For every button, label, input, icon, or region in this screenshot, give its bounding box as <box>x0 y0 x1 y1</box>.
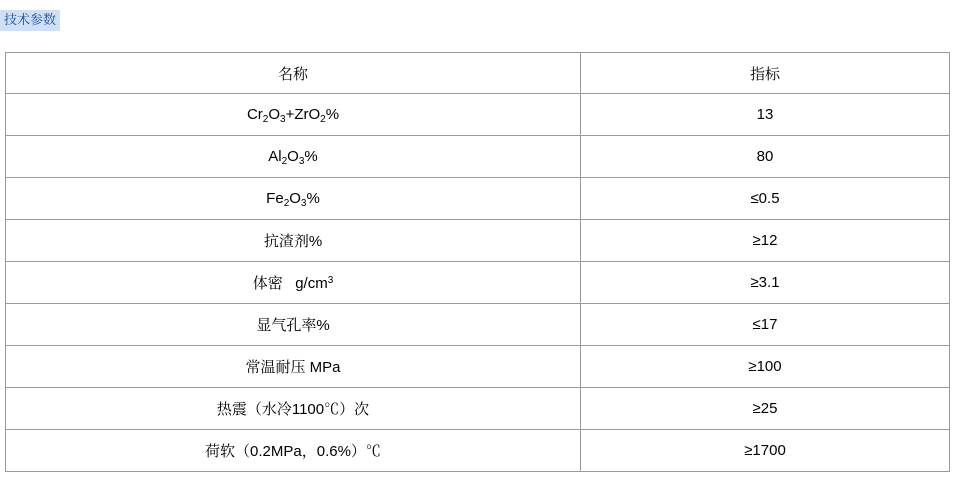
table-row <box>6 346 950 388</box>
row-name: 荷软（0.2MPa，0.6%）℃ <box>6 430 581 472</box>
row-value: ≥12 <box>581 220 950 262</box>
technical-parameters-table <box>5 52 950 472</box>
section-title: 技术参数 <box>0 10 60 31</box>
table-row <box>6 304 950 346</box>
row-value: ≤0.5 <box>581 178 950 220</box>
row-name: 热震（水冷1100℃）次 <box>6 388 581 430</box>
row-name: $Fe_2O_3\%$ <box>6 178 581 220</box>
table-row <box>6 178 950 220</box>
row-name: $Cr_2O_3+ZrO_2\%$ <box>6 94 581 136</box>
table-row <box>6 430 950 472</box>
row-value: 13 <box>581 94 950 136</box>
column-header-value: 指标 <box>581 53 950 94</box>
row-name: $Al_2O_3\%$ <box>6 136 581 178</box>
row-name: 体密 $g/cm^3$ <box>6 262 581 304</box>
row-value: ≥1700 <box>581 430 950 472</box>
row-value: 80 <box>581 136 950 178</box>
column-header-name: 名称 <box>6 53 581 94</box>
row-name: 常温耐压 MPa <box>6 346 581 388</box>
table-row <box>6 136 950 178</box>
table-body <box>6 53 950 472</box>
row-name: 抗渣剂% <box>6 220 581 262</box>
row-value: ≥25 <box>581 388 950 430</box>
table-row <box>6 262 950 304</box>
table-row <box>6 388 950 430</box>
table-row <box>6 94 950 136</box>
row-value: ≤17 <box>581 304 950 346</box>
row-value: ≥100 <box>581 346 950 388</box>
table-row <box>6 220 950 262</box>
row-name: 显气孔率% <box>6 304 581 346</box>
row-value: ≥3.1 <box>581 262 950 304</box>
table-header-row <box>6 53 950 94</box>
